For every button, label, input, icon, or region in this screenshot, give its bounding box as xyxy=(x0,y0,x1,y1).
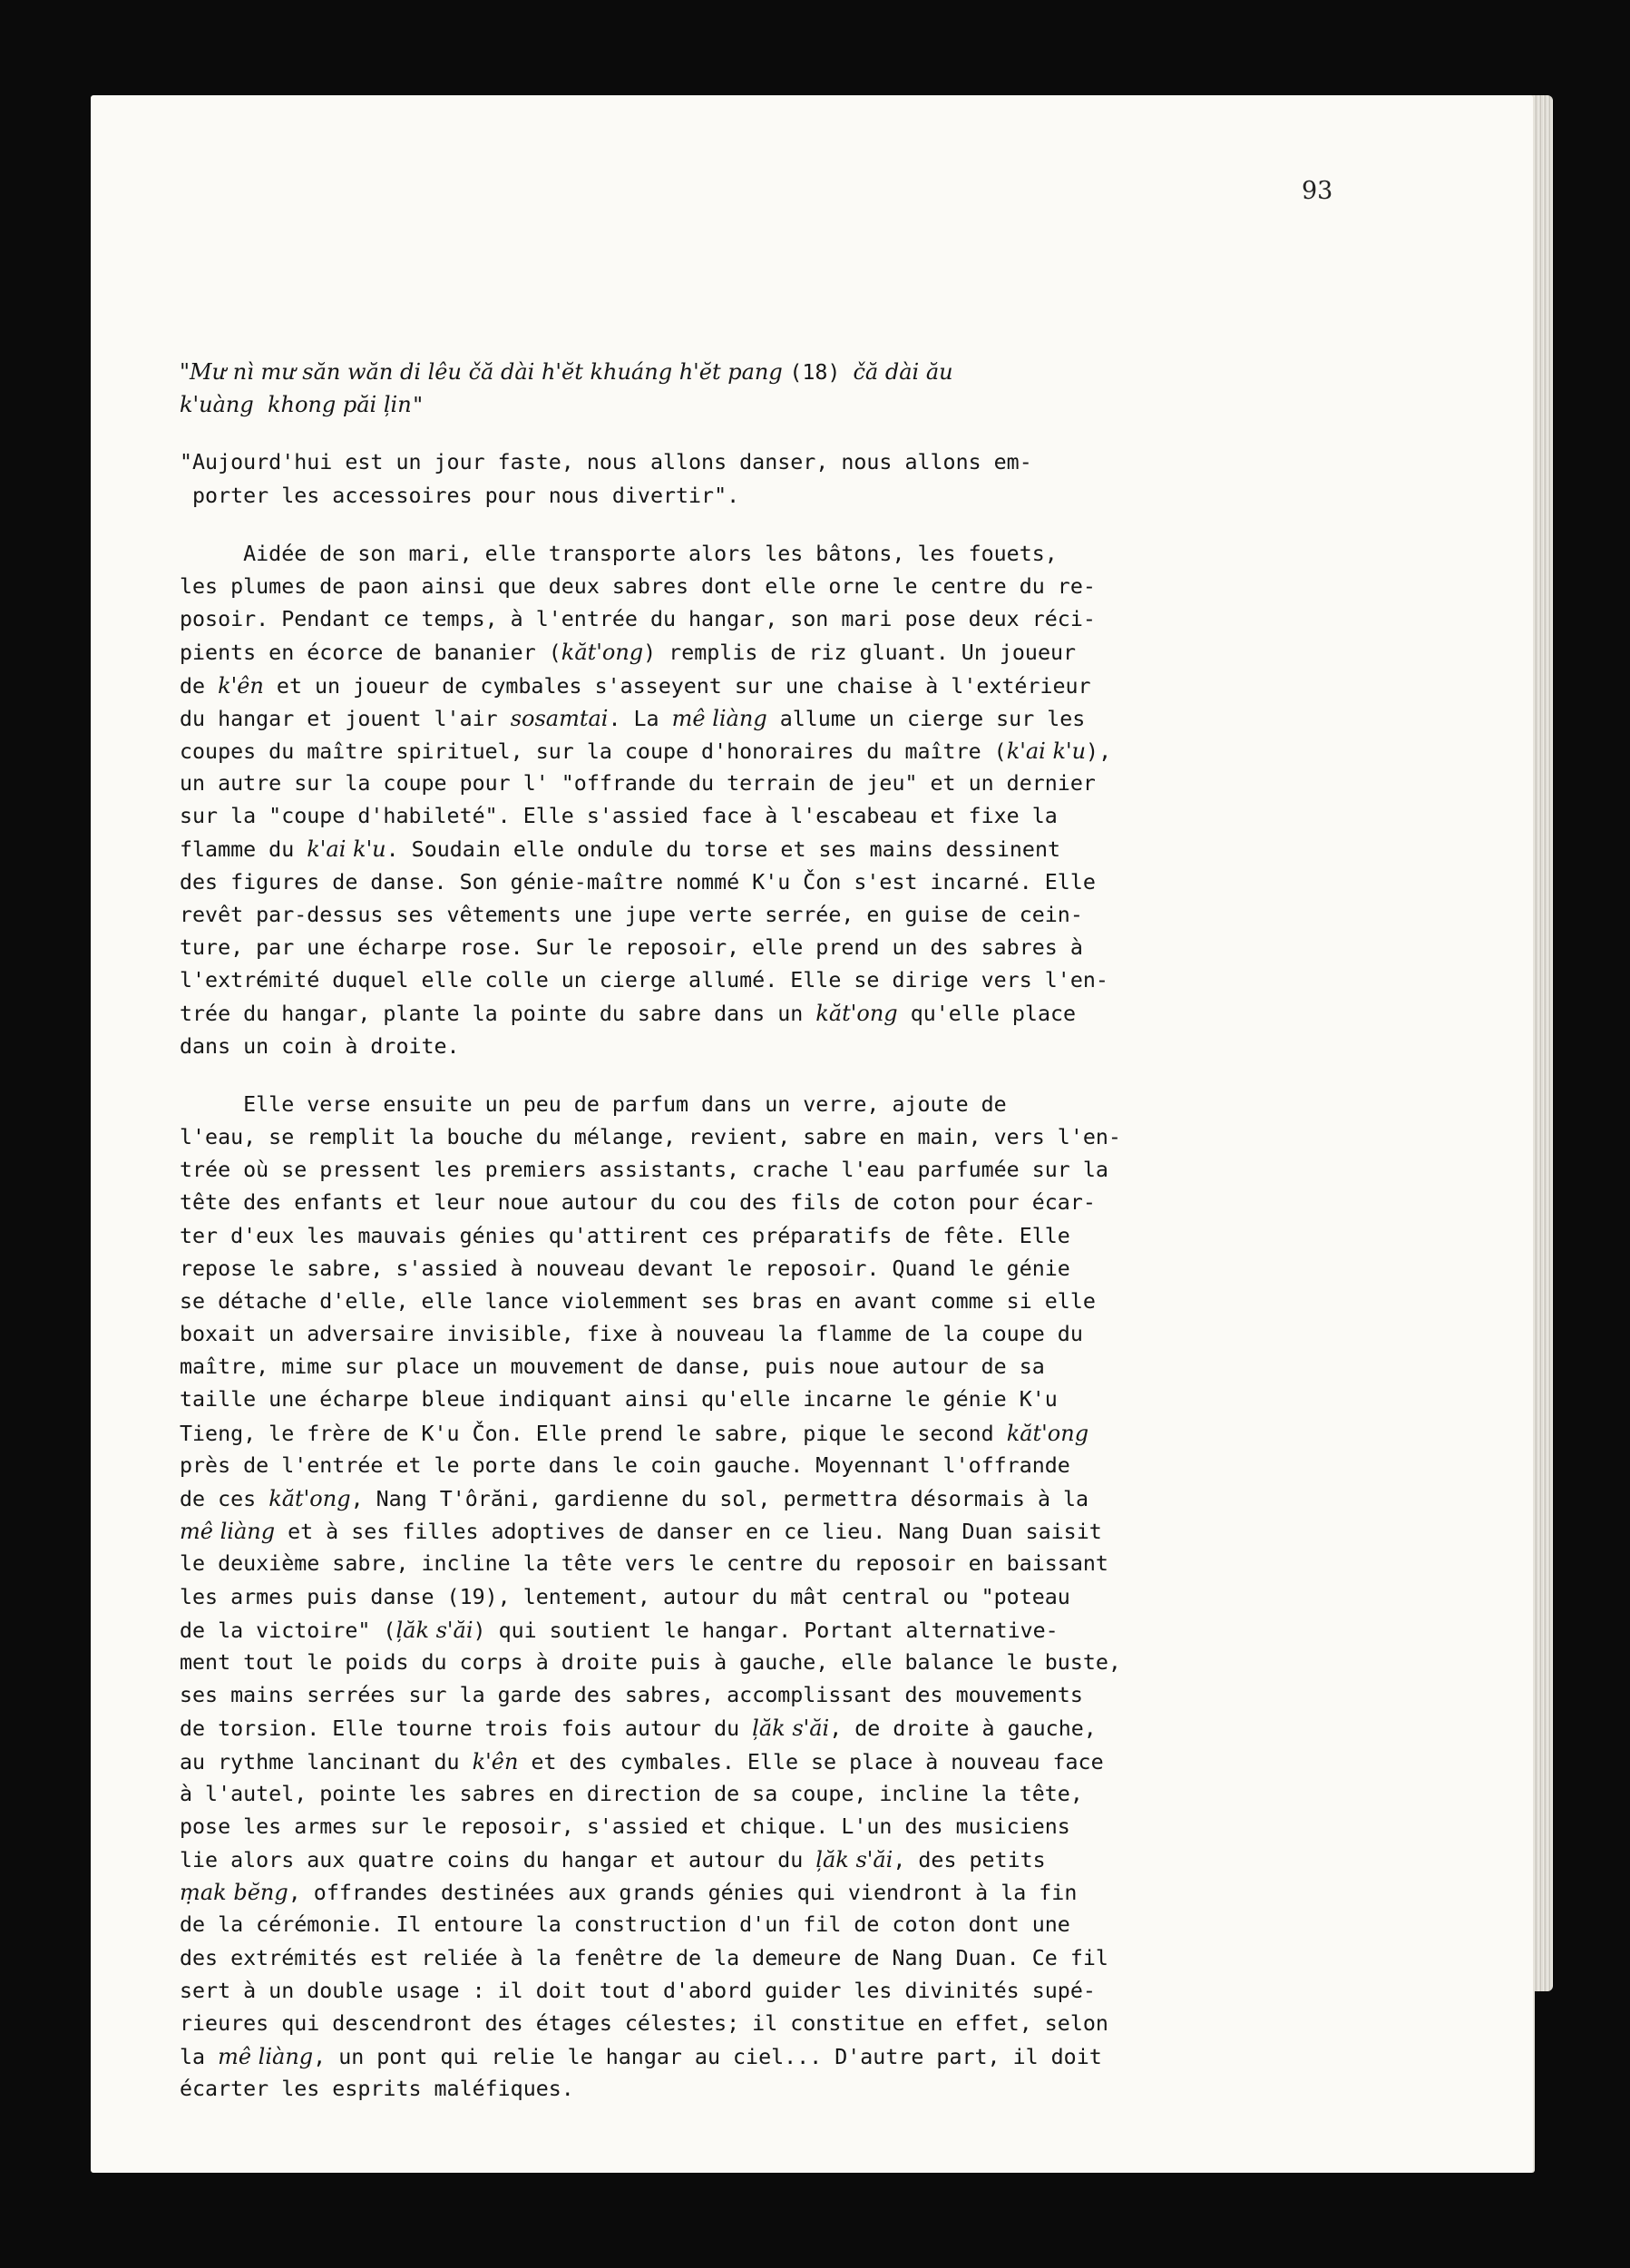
text-run: du hangar et jouent l'air xyxy=(180,706,511,731)
paragraph-gap xyxy=(180,513,1386,538)
text-run: pients en écorce de bananier ( xyxy=(180,640,561,666)
text-run: l'eau, se remplit la bouche du mélange, revient, sabre en main, vers l'en- xyxy=(180,1124,1121,1149)
vernacular-term: k'uàng khong păi ļin xyxy=(180,392,412,418)
text-run: " xyxy=(411,393,425,418)
text-line xyxy=(180,1975,1386,2008)
text-run: ture, par une écharpe rose. Sur le reposoir, elle prend un des sabres à xyxy=(180,935,1083,960)
text-line xyxy=(180,800,1386,833)
vernacular-term: ļăk s'ăi xyxy=(752,1716,830,1742)
text-line xyxy=(180,1031,1386,1063)
text-run: taille une écharpe bleue indiquant ainsi qu'elle incarne le génie K'u xyxy=(180,1387,1058,1413)
text-line xyxy=(180,767,1386,800)
text-run: , des petits xyxy=(893,1848,1046,1873)
text-line xyxy=(180,1679,1386,1712)
vernacular-term: "Mư nì mư săn wăn di lêu čă dài h'ĕt khuáng h'ĕt pang xyxy=(180,359,790,385)
text-run: de la cérémonie. Il entoure la construction d'un fil de coton dont une xyxy=(180,1912,1070,1938)
text-run: de torsion. Elle tourne trois fois autour du xyxy=(180,1716,753,1742)
paragraph-gap xyxy=(180,1063,1386,1089)
text-line xyxy=(180,1286,1386,1318)
vernacular-term: k'ai k'u xyxy=(307,836,386,863)
vernacular-term: kăt'ong xyxy=(561,640,644,666)
vernacular-term: kăt'ong xyxy=(1006,1420,1089,1446)
text-run: l'extrémité duquel elle colle un cierge allumé. Elle se dirige vers l'en- xyxy=(180,968,1108,993)
text-run: Elle verse ensuite un peu de parfum dans un verre, ajoute de xyxy=(180,1091,1007,1117)
text-line xyxy=(180,932,1386,964)
text-line xyxy=(180,1121,1386,1154)
text-line xyxy=(180,571,1386,603)
text-line xyxy=(180,1548,1386,1580)
text-run: sur la "coupe d'habileté". Elle s'assied face à l'escabeau et fixe la xyxy=(180,804,1058,829)
text-run: dans un coin à droite. xyxy=(180,1033,460,1059)
text-run: . Soudain elle ondule du torse et ses mains dessinent xyxy=(386,837,1060,863)
text-run: (18) xyxy=(789,360,854,385)
text-run: le deuxième sabre, incline la tête vers le centre du reposoir en baissant xyxy=(180,1551,1108,1577)
text-run: posoir. Pendant ce temps, à l'entrée du hangar, son mari pose deux réci- xyxy=(180,607,1096,632)
text-line xyxy=(180,1909,1386,1941)
text-run: coupes du maître spirituel, sur la coupe d'honoraires du maître ( xyxy=(180,738,1007,764)
text-line xyxy=(180,1253,1386,1286)
text-run: de la victoire" ( xyxy=(180,1618,396,1643)
text-run: au rythme lancinant du xyxy=(180,1749,473,1774)
text-line xyxy=(180,1843,1386,1876)
vernacular-term: kăt'ong xyxy=(268,1486,351,1511)
text-line xyxy=(180,1515,1386,1548)
vernacular-term: mê liàng xyxy=(180,1519,276,1545)
text-run: pose les armes sur le reposoir, s'assied et chique. L'un des musiciens xyxy=(180,1813,1070,1839)
page-number: 93 xyxy=(1302,177,1333,205)
text-line xyxy=(180,1383,1386,1416)
text-line xyxy=(180,899,1386,932)
text-line xyxy=(180,356,1386,388)
text-run: , offrandes destinées aux grands génies qui viendront à la fin xyxy=(288,1881,1078,1906)
text-run: ), xyxy=(1086,738,1112,764)
text-run: revêt par-dessus ses vêtements une jupe verte serrée, en guise de cein- xyxy=(180,902,1083,927)
text-run: de xyxy=(180,673,219,699)
text-line xyxy=(180,1614,1386,1647)
text-line xyxy=(180,2008,1386,2040)
text-run: les plumes de paon ainsi que deux sabres dont elle orne le centre du re- xyxy=(180,573,1096,599)
text-line xyxy=(180,538,1386,571)
vernacular-term: sosamtai xyxy=(510,705,609,731)
text-line xyxy=(180,1647,1386,1679)
vernacular-term: k'ên xyxy=(218,672,264,699)
text-run: qu'elle place xyxy=(897,1002,1077,1027)
text-run: de ces xyxy=(180,1487,269,1511)
text-run: flamme du xyxy=(180,837,307,863)
text-run: sert à un double usage : il doit tout d'abord guider les divinités supé- xyxy=(180,1978,1096,2003)
text-line xyxy=(180,670,1386,702)
text-run: allume un cierge sur les xyxy=(766,706,1086,731)
text-run: lie alors aux quatre coins du hangar et autour du xyxy=(180,1848,816,1873)
text-run: "Aujourd'hui est un jour faste, nous allons danser, nous allons em- xyxy=(180,450,1032,475)
text-run: écarter les esprits maléfiques. xyxy=(180,2077,574,2102)
text-line xyxy=(180,1187,1386,1219)
vernacular-term: mê liàng xyxy=(671,705,767,731)
text-line xyxy=(180,866,1386,899)
text-run: porter les accessoires pour nous divertir". xyxy=(180,483,740,508)
text-line xyxy=(180,446,1386,479)
text-line xyxy=(180,2040,1386,2073)
paragraph-gap xyxy=(180,421,1386,446)
text-run: les armes puis danse (19), lentement, autour du mât central ou "poteau xyxy=(180,1584,1070,1609)
text-run: et à ses filles adoptives de danser en ce lieu. Nang Duan saisit xyxy=(275,1520,1102,1545)
text-line xyxy=(180,1712,1386,1745)
text-line xyxy=(180,964,1386,997)
text-line xyxy=(180,1417,1386,1450)
text-run: ) qui soutient le hangar. Portant alternative- xyxy=(473,1618,1059,1643)
text-line xyxy=(180,735,1386,767)
text-run: , un pont qui relie le hangar au ciel... D'autre part, il doit xyxy=(313,2045,1102,2070)
text-run: Tieng, le frère de K'u Čon. Elle prend le sabre, pique le second xyxy=(180,1421,1007,1446)
vernacular-term: čă dài ău xyxy=(853,359,953,385)
vernacular-term: kăt'ong xyxy=(815,1001,898,1027)
vernacular-term: ļăk s'ăi xyxy=(815,1847,893,1873)
text-line xyxy=(180,1450,1386,1482)
body-text xyxy=(180,356,1386,2107)
text-run: repose le sabre, s'assied à nouveau devant le reposoir. Quand le génie xyxy=(180,1256,1070,1281)
text-run: des extrémités est reliée à la fenêtre de la demeure de Nang Duan. Ce fil xyxy=(180,1945,1108,1970)
text-run: à l'autel, pointe les sabres en direction de sa coupe, incline la tête, xyxy=(180,1781,1083,1806)
text-line xyxy=(180,480,1386,513)
text-run: ment tout le poids du corps à droite puis à gauche, elle balance le buste, xyxy=(180,1649,1121,1675)
vernacular-term: ṃak bĕng xyxy=(180,1880,288,1906)
text-line xyxy=(180,1811,1386,1843)
text-line xyxy=(180,997,1386,1030)
text-line xyxy=(180,1778,1386,1811)
text-run: tête des enfants et leur noue autour du cou des fils de coton pour écar- xyxy=(180,1190,1096,1216)
text-line xyxy=(180,1581,1386,1614)
text-run: , Nang T'ôrăni, gardienne du sol, permettra désormais à la xyxy=(350,1487,1089,1511)
text-run: ses mains serrées sur la garde des sabres, accomplissant des mouvements xyxy=(180,1683,1083,1708)
text-run: et des cymbales. Elle se place à nouveau face xyxy=(518,1749,1104,1774)
text-line xyxy=(180,1745,1386,1778)
text-run: la xyxy=(180,2045,219,2070)
text-run: rieures qui descendront des étages célestes; il constitue en effet, selon xyxy=(180,2011,1108,2036)
text-run: un autre sur la coupe pour l' "offrande du terrain de jeu" et un dernier xyxy=(180,771,1096,797)
text-run: se détache d'elle, elle lance violemment ses bras en avant comme si elle xyxy=(180,1288,1096,1314)
text-line xyxy=(180,2073,1386,2106)
text-run: près de l'entrée et le porte dans le coin gauche. Moyennant l'offrande xyxy=(180,1452,1070,1478)
text-line xyxy=(180,388,1386,421)
text-line xyxy=(180,1482,1386,1515)
text-run: boxait un adversaire invisible, fixe à nouveau la flamme de la coupe du xyxy=(180,1322,1083,1347)
vernacular-term: mê liàng xyxy=(218,2044,314,2070)
vernacular-term: ļăk s'ăi xyxy=(395,1617,473,1643)
text-line xyxy=(180,636,1386,669)
vernacular-term: k'ên xyxy=(472,1748,519,1774)
text-run: Aidée de son mari, elle transporte alors les bâtons, les fouets, xyxy=(180,541,1058,566)
text-run: . La xyxy=(608,706,672,731)
text-line xyxy=(180,1089,1386,1121)
text-line xyxy=(180,1351,1386,1383)
text-line xyxy=(180,1942,1386,1975)
text-line xyxy=(180,1318,1386,1351)
text-run: maître, mime sur place un mouvement de danse, puis noue autour de sa xyxy=(180,1354,1045,1380)
text-run: et un joueur de cymbales s'asseyent sur une chaise à l'extérieur xyxy=(263,673,1091,699)
text-line xyxy=(180,1876,1386,1909)
text-line xyxy=(180,1220,1386,1253)
vernacular-term: k'ai k'u xyxy=(1006,738,1087,764)
text-run: ) remplis de riz gluant. Un joueur xyxy=(643,640,1077,666)
text-line xyxy=(180,603,1386,636)
text-run: trée où se pressent les premiers assistants, crache l'eau parfumée sur la xyxy=(180,1158,1108,1183)
text-run: trée du hangar, plante la pointe du sabre dans un xyxy=(180,1002,816,1027)
text-line xyxy=(180,1154,1386,1187)
text-run: des figures de danse. Son génie-maître nommé K'u Čon s'est incarné. Elle xyxy=(180,869,1096,894)
text-line xyxy=(180,702,1386,735)
text-run: ter d'eux les mauvais génies qu'attirent ces préparatifs de fête. Elle xyxy=(180,1223,1070,1248)
text-line xyxy=(180,833,1386,865)
text-run: , de droite à gauche, xyxy=(829,1716,1097,1742)
